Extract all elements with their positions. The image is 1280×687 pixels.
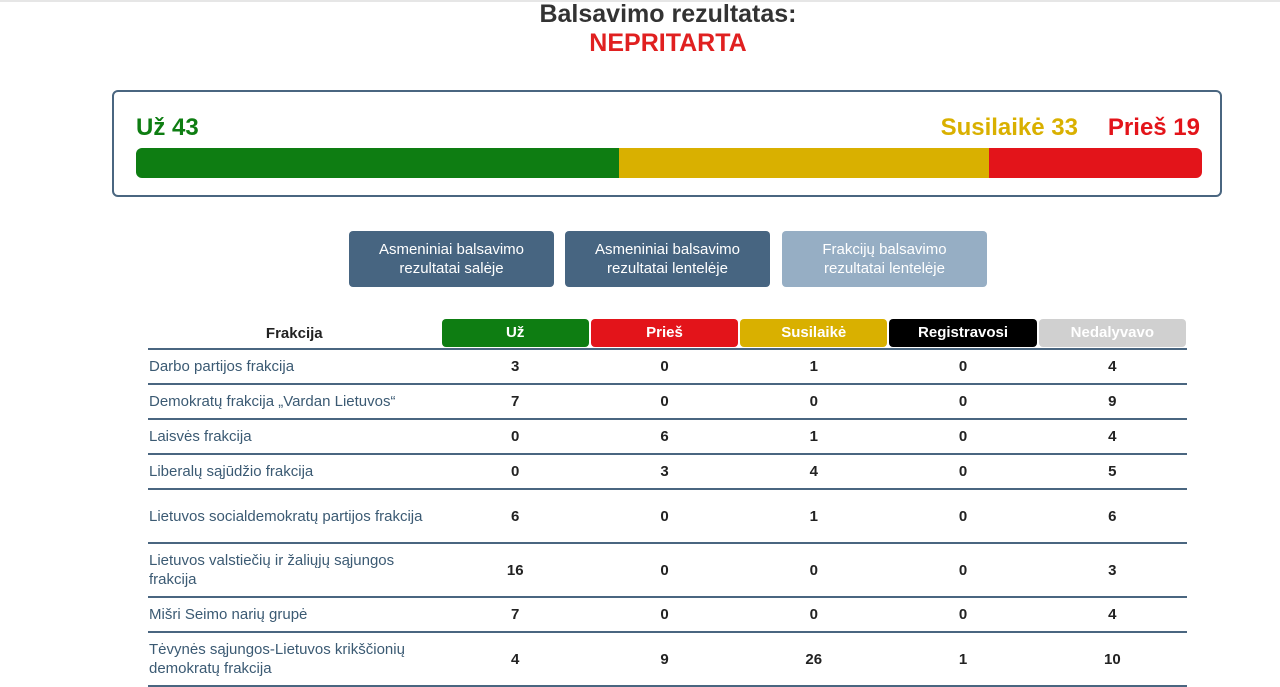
registered-value: 0 [888,420,1037,455]
absent-value: 4 [1038,598,1187,633]
for-value: 0 [441,455,590,490]
registered-value: 0 [888,385,1037,420]
absent-value: 4 [1038,420,1187,455]
for-value: 7 [441,385,590,420]
faction-name: Demokratų frakcija „Vardan Lietuvos“ [148,385,441,420]
abstain-count-label: Susilaikė 33 [940,114,1078,141]
registered-value: 0 [888,544,1037,598]
table-header-row [148,318,1187,350]
header-registered: Registravosi [888,318,1037,350]
hall-results-button[interactable]: Asmeniniai balsavimo rezultatai salėje [349,231,554,287]
absent-value: 6 [1038,490,1187,544]
against-value: 0 [590,385,739,420]
for-segment [136,148,619,178]
registered-value: 0 [888,455,1037,490]
header-absent: Nedalyvavo [1038,318,1187,350]
table-row [148,598,1187,633]
for-value: 7 [441,598,590,633]
for-value: 3 [441,350,590,385]
against-value: 0 [590,544,739,598]
absent-value: 3 [1038,544,1187,598]
abstain-value: 0 [739,544,888,598]
against-value: 3 [590,455,739,490]
registered-value: 0 [888,490,1037,544]
faction-name: Darbo partijos frakcija [148,350,441,385]
faction-table-results-button[interactable]: Frakcijų balsavimo rezultatai lentelėje [782,231,987,287]
page-title: Balsavimo rezultatas: [539,0,797,28]
faction-name: Laisvės frakcija [148,420,441,455]
result-heading [0,0,1280,58]
abstain-value: 0 [739,385,888,420]
against-value: 0 [590,598,739,633]
faction-name: Tėvynės sąjungos-Lietuvos krikščionių demokratų frakcija [148,633,441,687]
against-value: 0 [590,350,739,385]
registered-value: 0 [888,598,1037,633]
table-row [148,455,1187,490]
against-value: 6 [590,420,739,455]
header-abstain: Susilaikė [739,318,888,350]
personal-table-results-button[interactable]: Asmeniniai balsavimo rezultatai lentelėje [565,231,770,287]
faction-name: Mišri Seimo narių grupė [148,598,441,633]
registered-value: 1 [888,633,1037,687]
table-row [148,420,1187,455]
faction-results-table [148,318,1187,687]
vote-summary-panel [112,90,1222,197]
abstain-value: 1 [739,490,888,544]
vote-distribution-bar [136,148,1202,178]
against-count-label: Prieš 19 [1107,114,1200,141]
against-value: 9 [590,633,739,687]
vote-result: NEPRITARTA [589,29,747,57]
header-against: Prieš [590,318,739,350]
header-for: Už [441,318,590,350]
for-value: 6 [441,490,590,544]
table-row [148,350,1187,385]
table-row [148,633,1187,687]
abstain-value: 1 [739,420,888,455]
faction-name: Liberalų sąjūdžio frakcija [148,455,441,490]
absent-value: 4 [1038,350,1187,385]
for-value: 0 [441,420,590,455]
for-value: 16 [441,544,590,598]
abstain-value: 26 [739,633,888,687]
against-segment [989,148,1202,178]
faction-name: Lietuvos valstiečių ir žaliųjų sąjungos frakcija [148,544,441,598]
for-value: 4 [441,633,590,687]
for-count-label: Už 43 [136,114,199,141]
abstain-value: 4 [739,455,888,490]
against-value: 0 [590,490,739,544]
table-row [148,385,1187,420]
table-row [148,490,1187,544]
faction-name: Lietuvos socialdemokratų partijos frakcija [148,490,441,544]
abstain-value: 1 [739,350,888,385]
absent-value: 10 [1038,633,1187,687]
absent-value: 9 [1038,385,1187,420]
absent-value: 5 [1038,455,1187,490]
abstain-segment [619,148,989,178]
registered-value: 0 [888,350,1037,385]
abstain-value: 0 [739,598,888,633]
table-row [148,544,1187,598]
header-faction: Frakcija [148,318,441,350]
